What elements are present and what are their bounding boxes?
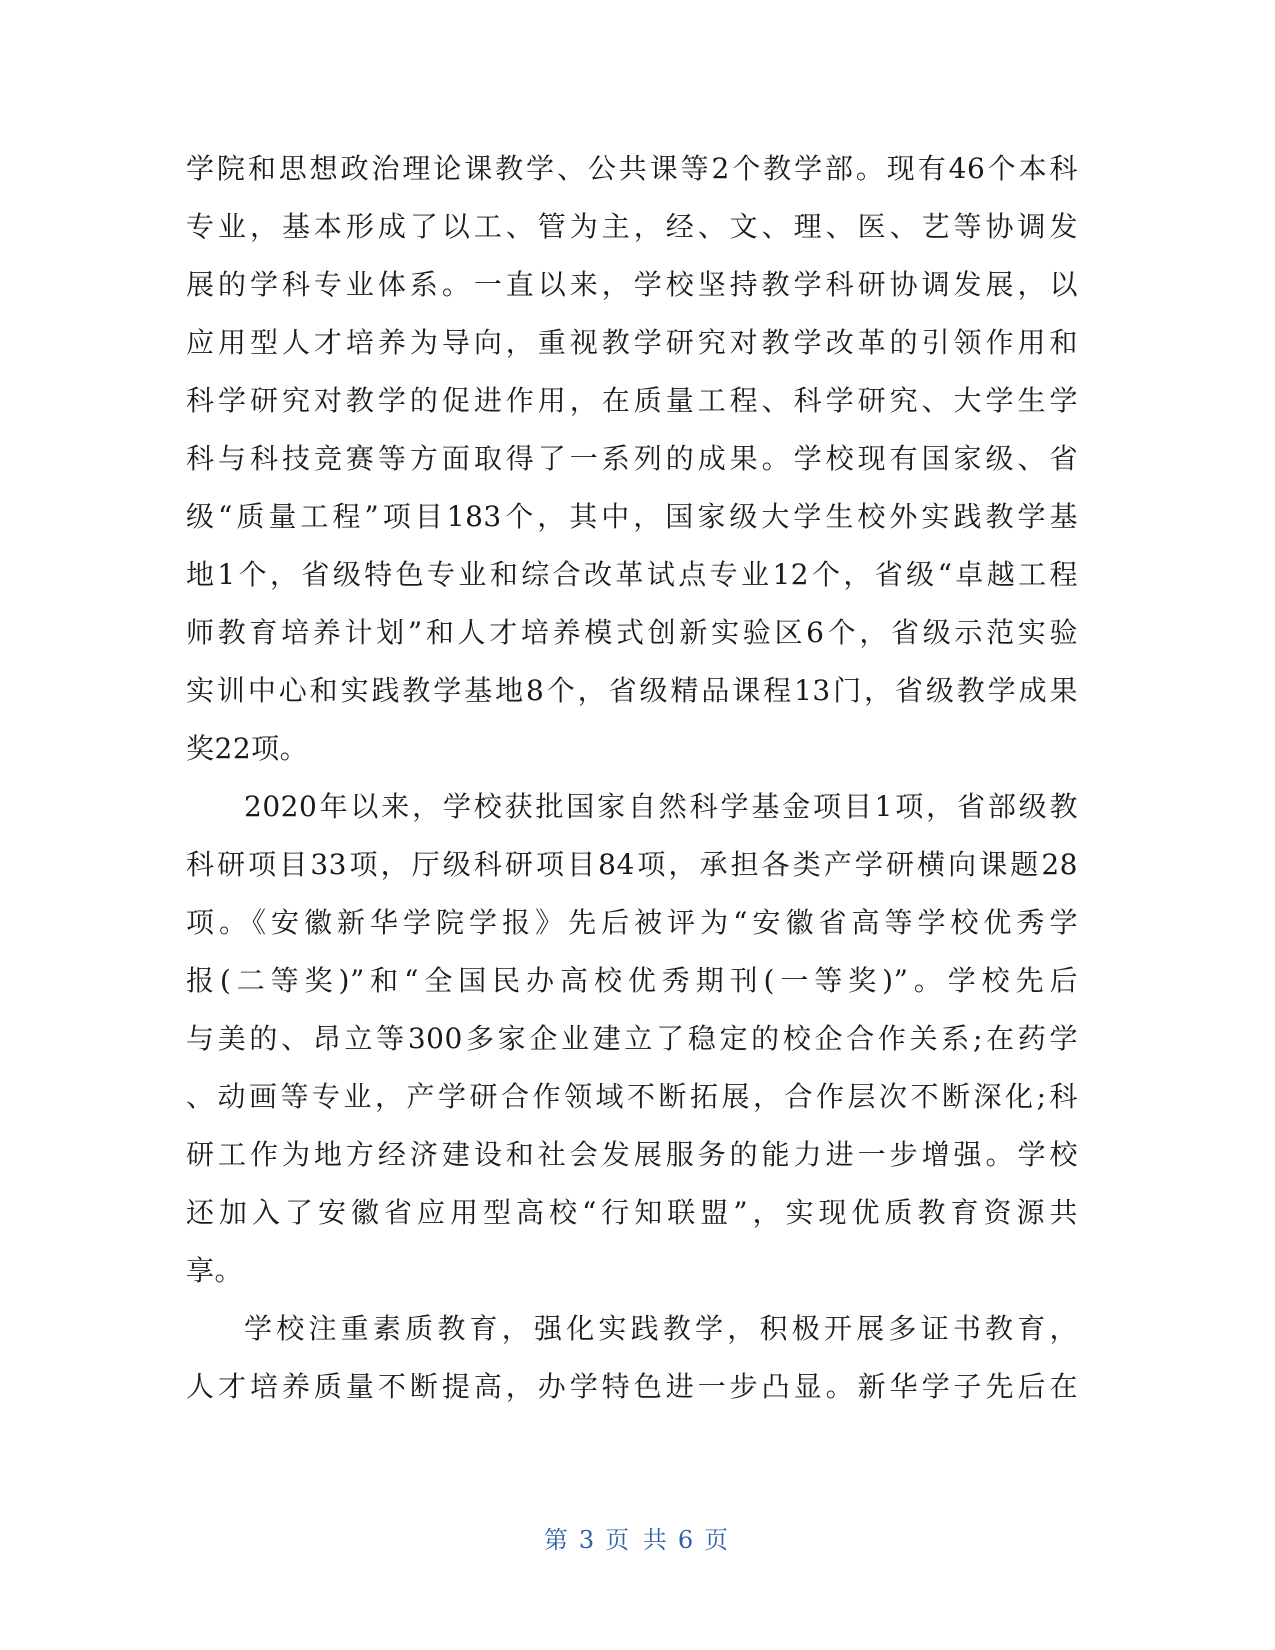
text-line: 地1个，省级特色专业和综合改革试点专业12个，省级“卓越工程 xyxy=(186,558,1078,591)
footer-suffix: 页 xyxy=(704,1526,732,1554)
text-line: 实训中心和实践教学基地8个，省级精品课程13门，省级教学成果 xyxy=(186,674,1078,707)
text-line: 与美的、昂立等300多家企业建立了稳定的校企合作关系;在药学 xyxy=(186,1022,1078,1055)
footer-prefix: 第 xyxy=(543,1526,571,1554)
text-line: 、动画等专业，产学研合作领域不断拓展，合作层次不断深化;科 xyxy=(186,1080,1078,1113)
text-line: 还加入了安徽省应用型高校“行知联盟”，实现优质教育资源共 xyxy=(186,1196,1078,1229)
footer-middle: 页 共 xyxy=(605,1526,670,1554)
text-line: 级“质量工程”项目183个，其中，国家级大学生校外实践教学基 xyxy=(186,500,1078,533)
page-number-footer xyxy=(0,1520,1275,1555)
paragraph-1 xyxy=(186,140,1078,778)
text-line: 科研项目33项，厅级科研项目84项，承担各类产学研横向课题28 xyxy=(186,848,1078,881)
text-line: 人才培养质量不断提高，办学特色进一步凸显。新华学子先后在 xyxy=(186,1370,1078,1403)
text-line: 学校注重素质教育，强化实践教学，积极开展多证书教育， xyxy=(244,1312,1078,1345)
text-line: 师教育培养计划”和人才培养模式创新实验区6个，省级示范实验 xyxy=(186,616,1078,649)
text-line: 应用型人才培养为导向，重视教学研究对教学改革的引领作用和 xyxy=(186,326,1078,359)
paragraph-2 xyxy=(186,778,1078,1300)
text-line: 报(二等奖)”和“全国民办高校优秀期刊(一等奖)”。学校先后 xyxy=(186,964,1078,997)
text-line: 学院和思想政治理论课教学、公共课等2个教学部。现有46个本科 xyxy=(186,152,1078,185)
document-body xyxy=(186,140,1078,1416)
text-line: 项。《安徽新华学院学报》先后被评为“安徽省高等学校优秀学 xyxy=(186,906,1078,939)
text-line: 专业，基本形成了以工、管为主，经、文、理、医、艺等协调发 xyxy=(186,210,1078,243)
paragraph-3 xyxy=(186,1300,1078,1416)
text-line: 科学研究对教学的促进作用，在质量工程、科学研究、大学生学 xyxy=(186,384,1078,417)
text-line: 展的学科专业体系。一直以来，学校坚持教学科研协调发展，以 xyxy=(186,268,1078,301)
text-line: 科与科技竞赛等方面取得了一系列的成果。学校现有国家级、省 xyxy=(186,442,1078,475)
total-page-number: 6 xyxy=(677,1526,697,1554)
text-line: 研工作为地方经济建设和社会发展服务的能力进一步增强。学校 xyxy=(186,1138,1078,1171)
text-line: 享。 xyxy=(186,1254,244,1287)
text-line: 2020年以来，学校获批国家自然科学基金项目1项，省部级教 xyxy=(244,790,1078,823)
current-page-number: 3 xyxy=(578,1526,598,1554)
text-line: 奖22项。 xyxy=(186,732,309,765)
